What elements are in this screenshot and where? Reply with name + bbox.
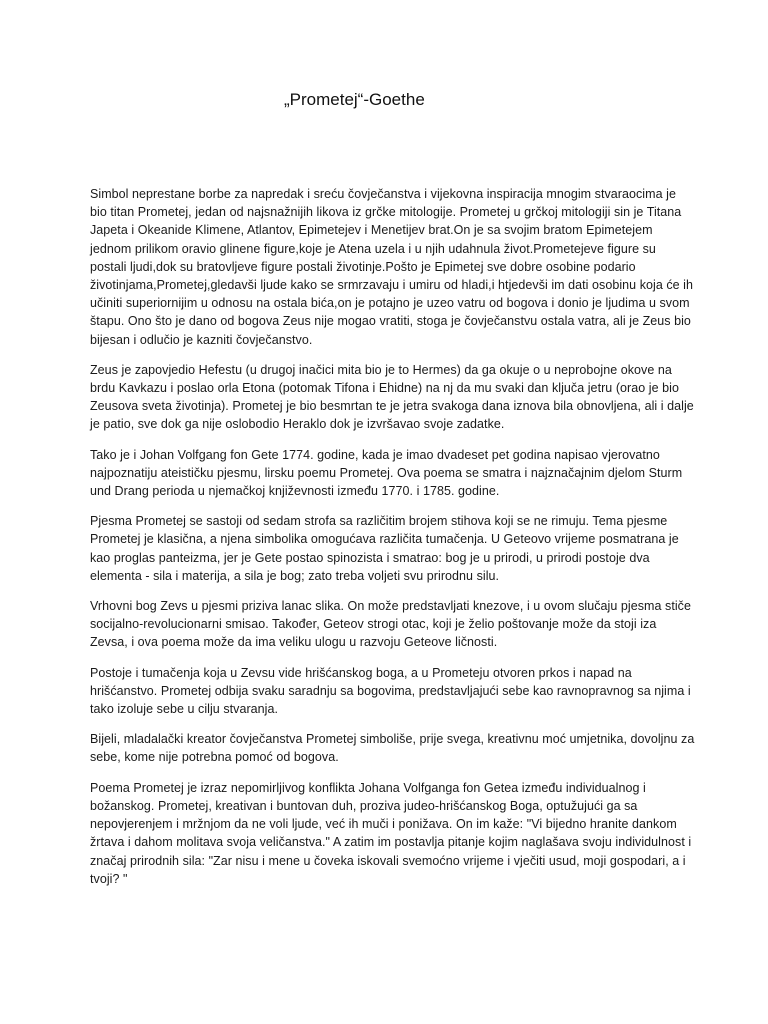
paragraph-zevs-images: Vrhovni bog Zevs u pjesmi priziva lanac slika. On može predstavljati knezove, i u ovom slučaju pjesma stiče socijalno-revolucionarni smisao. Također, Geteov strogi otac, koji je želio poštovanje može da stoji iza Zevsa, i ova poema može da ima veliku ulogu u razvoju Geteove ličnosti. <box>90 599 691 650</box>
paragraph-conflict: Poema Prometej je izraz nepomirljivog konflikta Johana Volfganga fon Getea između individualnog i božanskog. Prometej, kreativan i buntovan duh, proziva judeo-hrišćanskog Boga, optužujući ga sa nepovjerenjem i mržnjom da ne voli ljude, već ih muči i ponižava. On im kaže: "Vi bijedno hranite dankom žrtava i dahom molitava svoja veličanstva." A zatim im postavlja pitanje kojim naglašava svoju individulnost i značaj prirodnih sila: "Zar nisu i mene u čoveka iskovali svemoćno vrijeme i vječiti usud, moji gospodari, a i tvoji? " <box>90 780 692 886</box>
paragraph-intro: Simbol neprestane borbe za napredak i sreću čovječanstva i vijekovna inspiracija mnogim stvaraocima je bio titan Prometej, jedan od najsnažnijih likova iz grčke mitologije. Prometej u grčkoj mitologiji sin je Titana Japeta i Okeanide Klimene, Atlantov, Epimetejev i Menetijev brat.On je sa svojim bratom Epimetejem jednom prilikom oravio glinene figure,koje je Atena uzela i u njih udahnula život.Prometejeve figure su postali ljudi,dok su bratovljeve figure postali životinje.Pošto je Epimetej sve dobre osobine podario životinjama,Prometej,gledavši ljude kako se srmrzavaju i umiru od hladi,i htjedevši im dati osobinu koja će ih učiniti superiornijim u odnosu na ostala bića,on je potajno je uzeo vatru od bogova i donio je ljudima u svom štapu. Ono što je dano od bogova Zeus nije mogao vratiti, stoga je čovječanstvu ostala vatra, ali je Zeus bio bijesan i odlučio je kazniti čovječanstvo. <box>90 187 694 347</box>
document-title: „Prometej“-Goethe <box>284 90 425 109</box>
document-body <box>90 185 695 900</box>
paragraph-christian-reading: Postoje i tumačenja koja u Zevsu vide hrišćanskog boga, a u Prometeju otvoren prkos i napad na hrišćanstvo. Prometej odbija svaku saradnju sa bogovima, predstavljajući sebe kao ravnopravnog sa njima i tako izoluje sebe u cilju stvaranja. <box>90 665 691 717</box>
paragraph-creator: Bijeli, mladalački kreator čovječanstva Prometej simboliše, prije svega, kreativnu moć umjetnika, dovoljnu za sebe, kome nije potrebna pomoć od bogova. <box>90 732 695 765</box>
paragraph-structure: Pjesma Prometej se sastoji od sedam strofa sa različitim brojem stihova koji se ne rimuju. Tema pjesme Prometej je klasična, a njena simbolika omogućava različita tumačenja. U Geteovo vrijeme posmatrana je kao proglas panteizma, jer je Gete postao spinozista i smatrao: bog je u prirodi, u prirodi postoje dva elementa - sila i materija, a sila je bog; zato treba voljeti svu prirodnu silu. <box>90 514 679 583</box>
paragraph-goethe-1774: Tako je i Johan Volfgang fon Gete 1774. godine, kada je imao dvadeset pet godina napisao vjerovatno najpoznatiju ateističku pjesmu, lirsku poemu Prometej. Ova poema se smatra i najznačajnim djelom Sturm und Drang perioda u njemačkoj književnosti između 1770. i 1785. godine. <box>90 447 683 499</box>
paragraph-zeus-punishment: Zeus je zapovjedio Hefestu (u drugoj inačici mita bio je to Hermes) da ga okuje o u neprobojne okove na brdu Kavkazu i poslao orla Etona (potomak Tifona i Ehidne) na nj da mu svaki dan ključa jetru (orao je bio Zeusova sveta životinja). Prometej je bio besmrtan te je jetra svakoga dana iznova bila obnovljena, ali i dalje je patio, sve dok ga nije oslobodio Heraklo dok je izvršavao svoje zadatke. <box>90 362 694 432</box>
